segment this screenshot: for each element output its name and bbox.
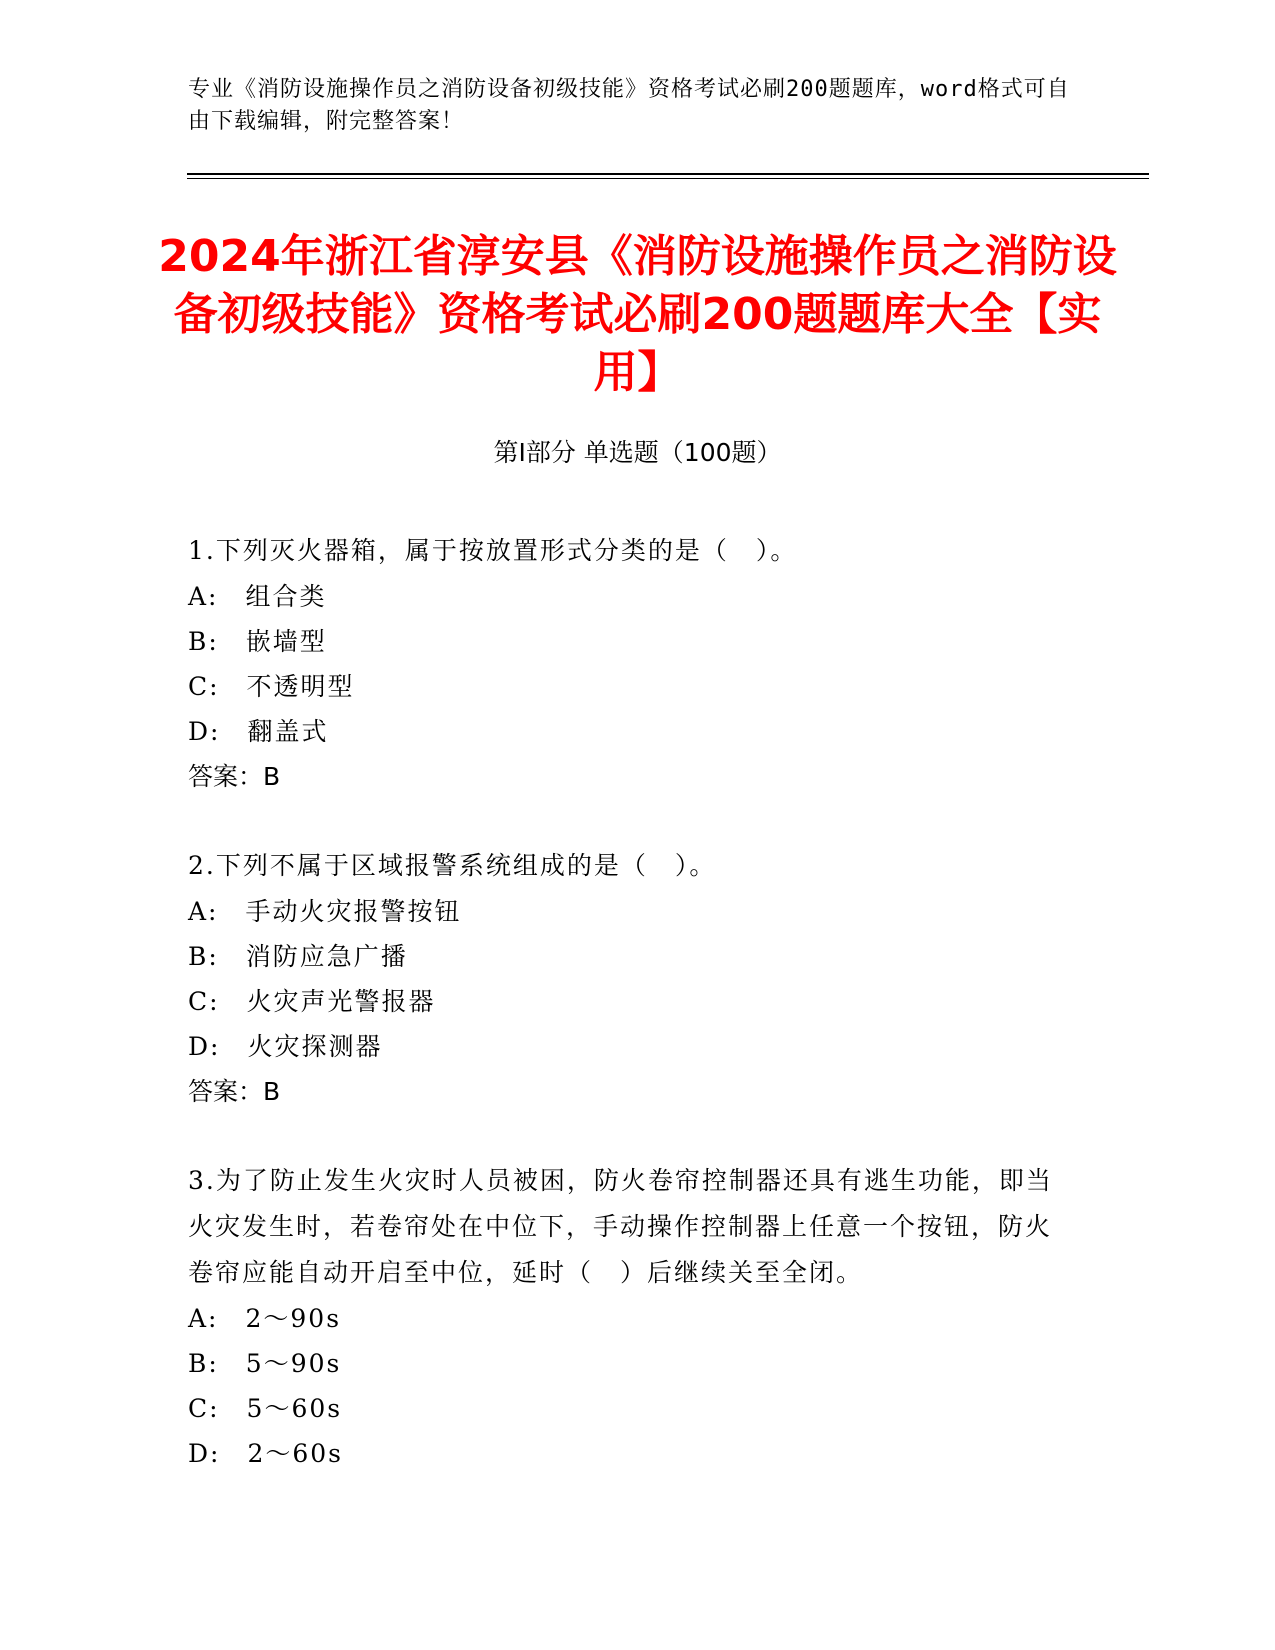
question-2 — [188, 843, 1078, 1114]
header-divider-thick — [187, 173, 1149, 175]
answer: 答案：B — [188, 762, 281, 791]
header-note: 专业《消防设施操作员之消防设备初级技能》资格考试必刷200题题库，word格式可自由下载编辑，附完整答案！ — [188, 77, 1070, 134]
document-title: 2024年浙江省淳安县《消防设施操作员之消防设备初级技能》资格考试必刷200题题库大全【实用】 — [158, 231, 1117, 398]
question-spacer — [188, 799, 1078, 843]
option-d: D: 翻盖式 — [188, 717, 329, 746]
option-c: C: 火灾声光警报器 — [188, 987, 436, 1016]
option-c: C: 5～60s — [188, 1394, 343, 1423]
answer: 答案：B — [188, 1077, 281, 1106]
option-c: C: 不透明型 — [188, 672, 355, 701]
question-stem: 1.下列灭火器箱，属于按放置形式分类的是（ ）。 — [188, 536, 798, 565]
question-stem: 2.下列不属于区域报警系统组成的是（ ）。 — [188, 851, 717, 880]
option-b: B: 消防应急广播 — [188, 942, 408, 971]
header-divider-thin — [187, 178, 1149, 179]
option-a: A: 组合类 — [188, 582, 327, 611]
section-heading: 第Ⅰ部分 单选题（100题） — [493, 438, 782, 467]
option-a: A: 2～90s — [188, 1304, 342, 1333]
question-1 — [188, 528, 1078, 799]
question-spacer — [188, 1114, 1078, 1158]
option-b: B: 5～90s — [188, 1349, 342, 1378]
option-d: D: 2～60s — [188, 1439, 344, 1468]
question-3 — [188, 1158, 1078, 1476]
option-b: B: 嵌墙型 — [188, 627, 327, 656]
question-stem: 3.为了防止发生火灾时人员被困，防火卷帘控制器还具有逃生功能，即当火灾发生时，若卷帘处在中位下，手动操作控制器上任意一个按钮，防火卷帘应能自动开启至中位，延时（ ）后继续关至全闭。 — [188, 1166, 1053, 1287]
option-d: D: 火灾探测器 — [188, 1032, 383, 1061]
option-a: A: 手动火灾报警按钮 — [188, 897, 462, 926]
question-list — [188, 528, 1078, 1476]
